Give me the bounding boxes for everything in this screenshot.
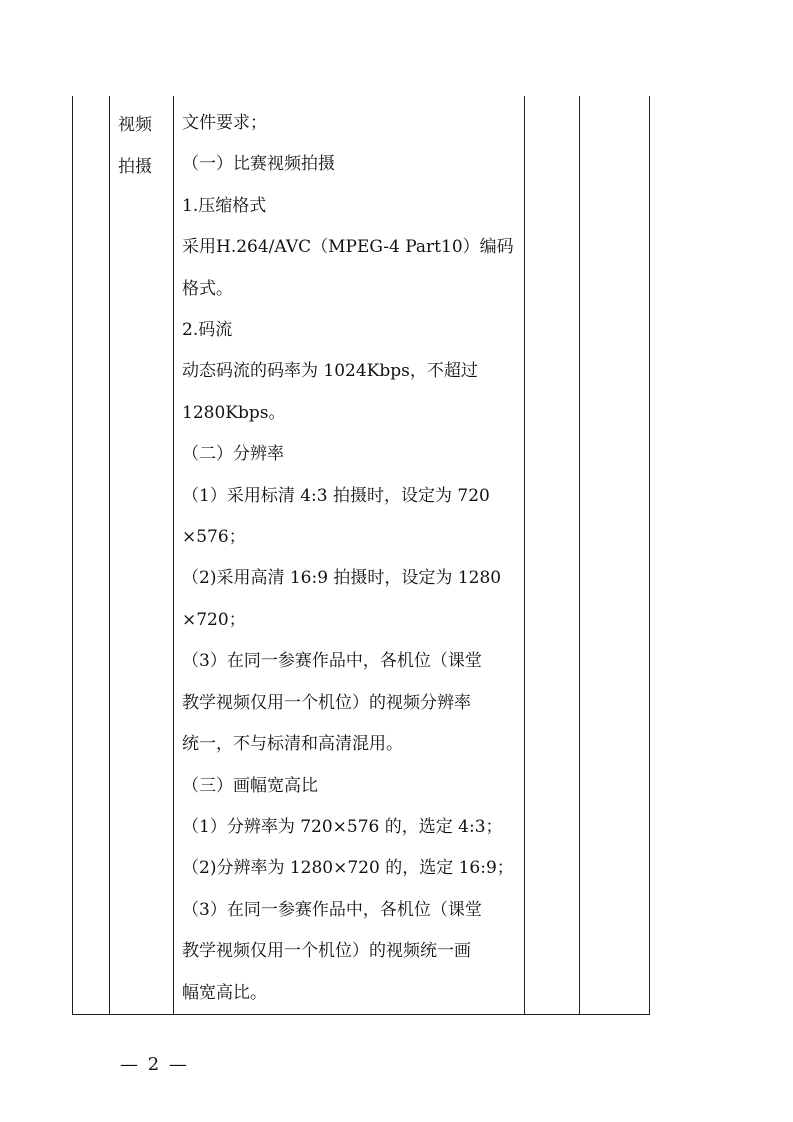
table-row	[73, 96, 650, 1014]
category-label-line: 拍摄	[118, 157, 152, 177]
text-line: （1）采用标清 4:3 拍摄时，设定为 720	[182, 485, 490, 506]
category-label-line: 视频	[118, 115, 152, 135]
text-line: （2)采用高清 16:9 拍摄时，设定为 1280	[182, 568, 502, 589]
content-text	[174, 96, 524, 1014]
empty-cell	[524, 96, 579, 1014]
text-line: 幅宽高比。	[182, 982, 267, 1003]
text-line: 动态码流的码率为 1024Kbps，不超过	[182, 361, 478, 382]
text-line: 2.码流	[182, 320, 233, 341]
text-line: 文件要求；	[182, 113, 267, 133]
text-line: 格式。	[182, 278, 233, 299]
content-cell	[174, 96, 525, 1014]
empty-cell	[579, 96, 649, 1014]
text-line: 1.压缩格式	[182, 195, 267, 216]
text-line: 采用H.264/AVC（MPEG-4 Part10）编码	[182, 237, 514, 258]
category-label	[110, 96, 173, 188]
text-line: （3）在同一参赛作品中，各机位（课堂	[182, 651, 482, 672]
text-line: ×576；	[182, 527, 246, 548]
page-number: — 2 —	[120, 1054, 189, 1075]
text-line: 教学视频仅用一个机位）的视频统一画	[182, 941, 471, 962]
text-line: 1280Kbps。	[182, 402, 286, 423]
text-line: （1）分辨率为 720×576 的，选定 4:3；	[182, 816, 503, 837]
index-cell	[73, 96, 110, 1014]
text-line: 教学视频仅用一个机位）的视频分辨率	[182, 692, 471, 713]
text-line: 统一，不与标清和高清混用。	[182, 734, 403, 755]
text-line: （2)分辨率为 1280×720 的，选定 16:9；	[182, 858, 514, 879]
requirements-table	[72, 96, 650, 1015]
text-line: （二）分辨率	[182, 444, 284, 465]
category-cell	[110, 96, 174, 1014]
text-line: ×720；	[182, 609, 246, 630]
text-line: （三）画幅宽高比	[182, 775, 318, 796]
text-line: （3）在同一参赛作品中，各机位（课堂	[182, 899, 482, 920]
text-line: （一）比赛视频拍摄	[182, 154, 335, 175]
